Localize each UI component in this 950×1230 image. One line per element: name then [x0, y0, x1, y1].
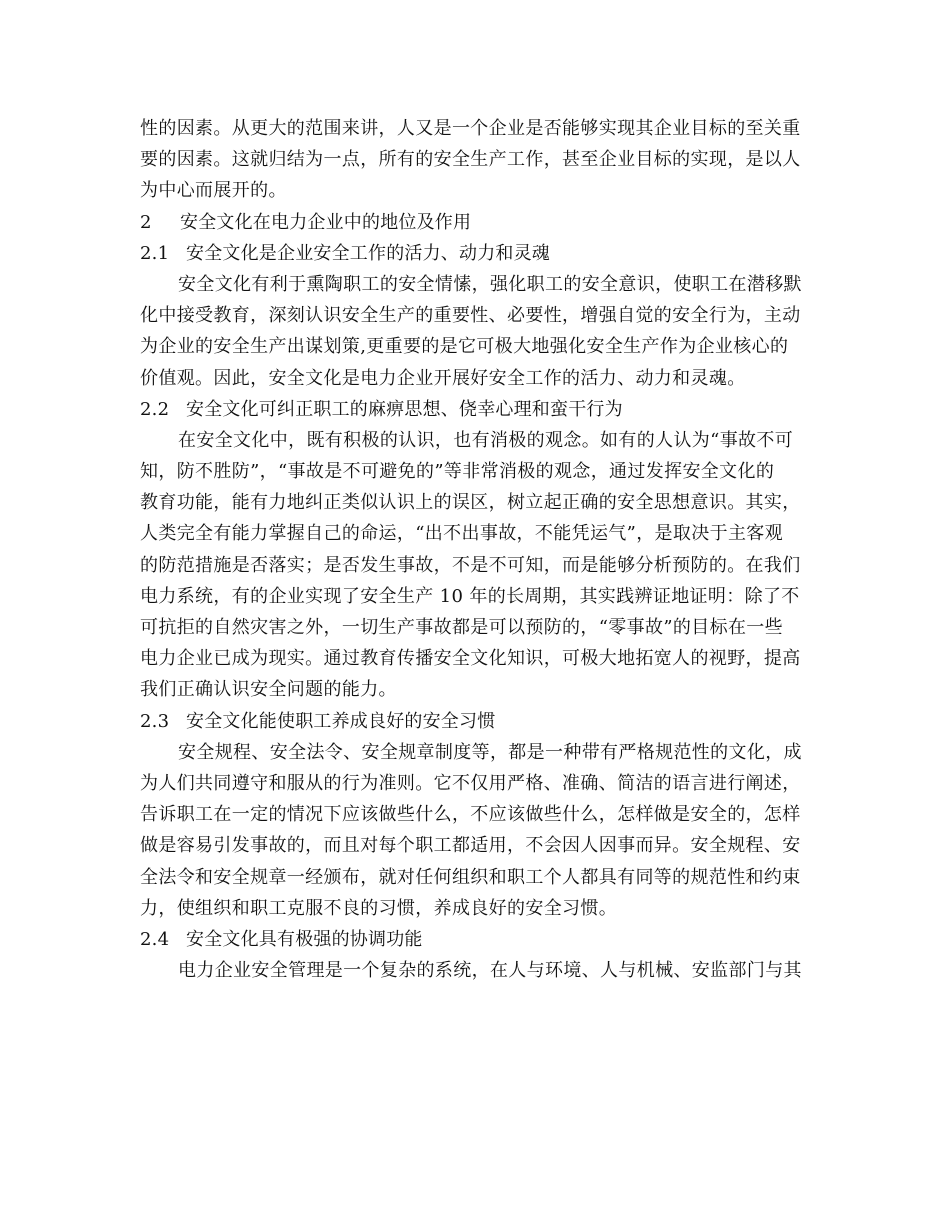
- paragraph-line: 的防范措施是否落实；是否发生事故，不是不可知，而是能够分析预防的。在我们: [140, 554, 801, 576]
- paragraph-line: 做是容易引发事故的，而且对每个职工都适用，不会因人因事而异。安全规程、安: [140, 835, 801, 857]
- paragraph-line: 电力系统，有的企业实现了安全生产 10 年的长周期，其实践辨证地证明：除了不: [140, 585, 800, 607]
- paragraph-first-line: 安全规程、安全法令、安全规章制度等，都是一种带有严格规范性的文化，成: [178, 741, 802, 763]
- paragraph-line: 为企业的安全生产出谋划策,更重要的是它可极大地强化安全生产作为企业核心的: [140, 336, 789, 358]
- paragraph-line: 可抗拒的自然灾害之外，一切生产事故都是可以预防的，“零事故”的目标在一些: [140, 617, 784, 638]
- paragraph-line: 力，使组织和职工克服不良的习惯，养成良好的安全习惯。: [140, 897, 618, 919]
- section-title: 安全文化具有极强的协调功能: [186, 928, 423, 950]
- paragraph-line: 价值观。因此，安全文化是电力企业开展好安全工作的活力、动力和灵魂。: [140, 367, 746, 389]
- paragraph-line: 要的因素。这就归结为一点，所有的安全生产工作，甚至企业目标的实现，是以人: [140, 149, 801, 171]
- paragraph-line: 教育功能，能有力地纠正类似认识上的误区，树立起正确的安全思想意识。其实，: [140, 492, 801, 514]
- paragraph-first-line: 电力企业安全管理是一个复杂的系统，在人与环境、人与机械、安监部门与其: [178, 960, 802, 982]
- section-number: 2.1: [140, 242, 170, 264]
- paragraph-first-line: 安全文化有利于熏陶职工的安全情愫，强化职工的安全意识，使职工在潜移默: [178, 273, 802, 295]
- paragraph-line: 为人们共同遵守和服从的行为准则。它不仅用严格、准确、简洁的语言进行阐述，: [140, 772, 801, 794]
- paragraph-line: 人类完全有能力掌握自己的命运，“出不出事故，不能凭运气”，是取决于主客观: [140, 523, 784, 545]
- section-title: 安全文化可纠正职工的麻痹思想、侥幸心理和蛮干行为: [186, 398, 623, 420]
- paragraph-line: 全法令和安全规章一经颁布，就对任何组织和职工个人都具有同等的规范性和约束: [140, 866, 801, 888]
- section-heading: [140, 924, 814, 955]
- section-heading: [140, 394, 814, 425]
- section-number: 2.2: [140, 398, 170, 420]
- section-number: 2.4: [140, 928, 170, 950]
- section-heading: [140, 706, 814, 737]
- paragraph-first-line: 在安全文化中，既有积极的认识，也有消极的观念。如有的人认为“事故不可: [178, 429, 794, 451]
- paragraph-line: 告诉职工在一定的情况下应该做些什么，不应该做些什么，怎样做是安全的，怎样: [140, 804, 801, 826]
- section-number: 2.3: [140, 710, 170, 732]
- paragraph-line: 为中心而展开的。: [140, 180, 287, 202]
- section-heading: [140, 207, 814, 238]
- paragraph-line: 我们正确认识安全问题的能力。: [140, 679, 397, 701]
- section-heading: [140, 238, 814, 269]
- document-body: [140, 113, 814, 986]
- section-number: 2: [140, 211, 152, 233]
- paragraph-line: 电力企业已成为现实。通过教育传播安全文化知识，可极大地拓宽人的视野，提高: [140, 648, 801, 670]
- paragraph-line: 知，防不胜防”，“事故是不可避免的”等非常消极的观念，通过发挥安全文化的: [140, 461, 775, 483]
- paragraph-line: 性的因素。从更大的范围来讲，人又是一个企业是否能够实现其企业目标的至关重: [140, 118, 801, 139]
- paragraph-line: 化中接受教育，深刻认识安全生产的重要性、必要性，增强自觉的安全行为，主动: [140, 305, 801, 327]
- section-title: 安全文化能使职工养成良好的安全习惯: [186, 710, 496, 732]
- section-title: 安全文化是企业安全工作的活力、动力和灵魂: [186, 242, 550, 264]
- section-title: 安全文化在电力企业中的地位及作用: [180, 211, 472, 233]
